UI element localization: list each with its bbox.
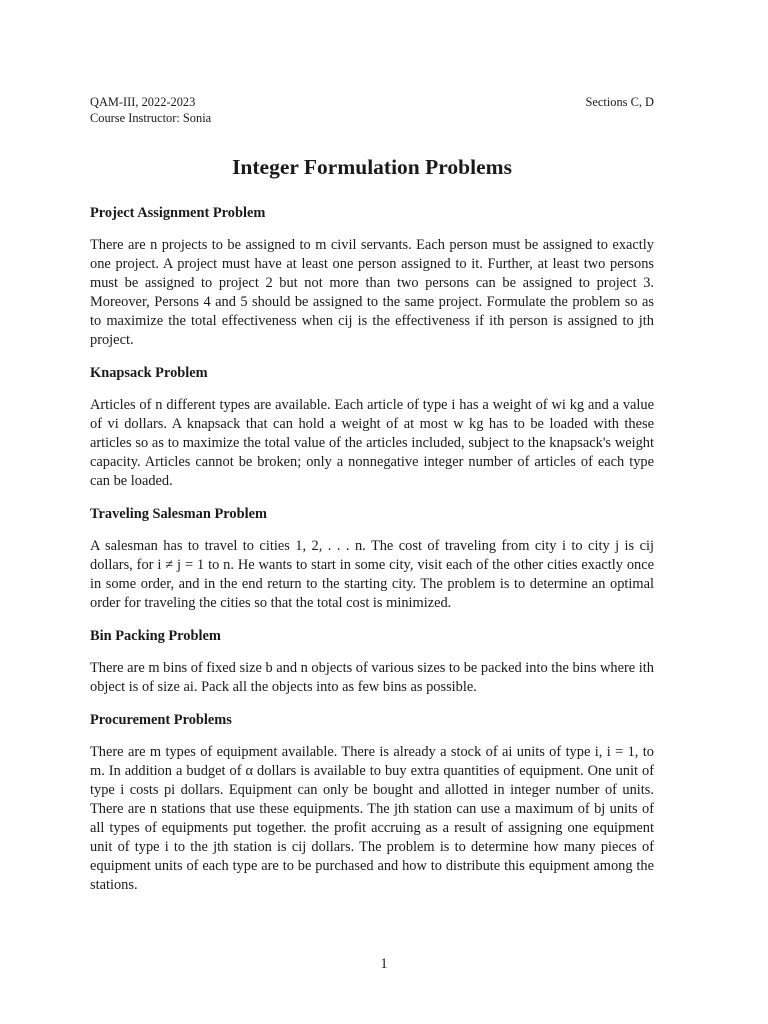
course-label: QAM-III, 2022-2023 (90, 95, 196, 109)
section-traveling-salesman (90, 505, 654, 613)
section-heading: Procurement Problems (90, 712, 232, 728)
section-procurement (90, 711, 654, 895)
sections-label: Sections C, D (585, 95, 654, 109)
page-title: Integer Formulation Problems (232, 155, 512, 179)
section-heading: Traveling Salesman Problem (90, 506, 267, 522)
section-body: Articles of n different types are available. Each article of type i has a weight of wi kg and a value of vi dollars. A knapsack that can hold a weight of at most w kg has to be loaded with these articles so as to maximize the total value of the articles included, subject to the knapsack's weight capacity. Articles cannot be broken; only a nonnegative integer number of articles of each type can be loaded. (90, 397, 654, 489)
section-body: There are m bins of fixed size b and n objects of various sizes to be packed into the bins where ith object is of size ai. Pack all the objects into as few bins as possible. (90, 660, 654, 695)
section-heading: Project Assignment Problem (90, 205, 266, 221)
section-knapsack (90, 364, 654, 491)
section-project-assignment (90, 204, 654, 350)
section-heading: Knapsack Problem (90, 365, 208, 381)
document-page (90, 94, 654, 895)
section-bin-packing (90, 627, 654, 697)
section-body: There are n projects to be assigned to m civil servants. Each person must be assigned to exactly one project. A project must have at least one person assigned to it. Further, at least two persons must be assigned to project 2 but not more than two persons can be assigned to project 3. Moreover, Persons 4 and 5 should be assigned to the same project. Formulate the problem so as to maximize the total effectiveness when cij is the effectiveness if ith person is assigned to jth project. (90, 237, 654, 348)
page-header (90, 94, 654, 128)
section-body: A salesman has to travel to cities 1, 2, . . . n. The cost of traveling from city i to city j is cij dollars, for i ≠ j = 1 to n. He wants to start in some city, visit each of the other cities exactly once in some order, and in the end return to the starting city. The problem is to determine an optimal order for traveling the cities so that the total cost is minimized. (90, 538, 654, 611)
instructor-label: Course Instructor: Sonia (90, 111, 212, 125)
page-number: 1 (380, 956, 388, 972)
section-body: There are m types of equipment available. There is already a stock of ai units of type i, i = 1, to m. In addition a budget of α dollars is available to buy extra quantities of equipment. One unit of type i costs pi dollars. Equipment can only be bought and allotted in integer number of units. There are n stations that use these equipments. The jth station can use a maximum of bj units of all types of equipments put together. the profit accruing as a result of assigning one equipment unit of type i to the jth station is cij dollars. The problem is to determine how many pieces of equipment units of each type are to be purchased and how to distribute this equipment among the stations. (90, 744, 654, 893)
section-heading: Bin Packing Problem (90, 628, 221, 644)
header-left (90, 94, 211, 126)
